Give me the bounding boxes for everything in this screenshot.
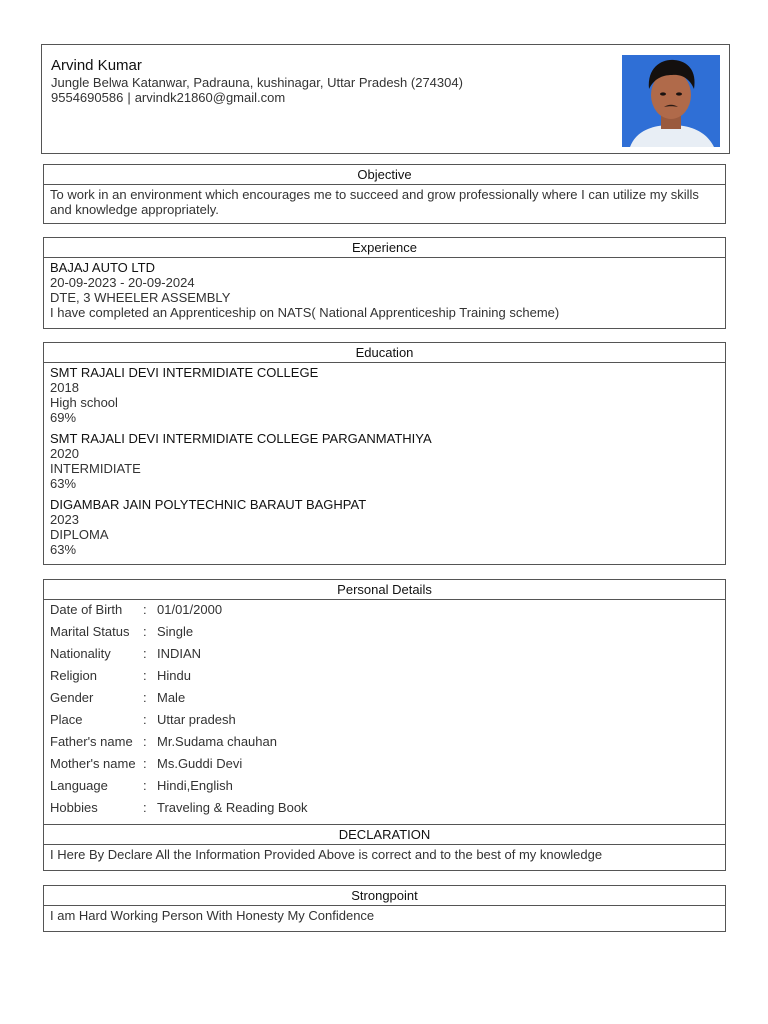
photo-left-eye bbox=[660, 92, 666, 95]
detail-colon: : bbox=[143, 646, 147, 661]
detail-value: 01/01/2000 bbox=[157, 602, 223, 617]
strongpoint-text: I am Hard Working Person With Honesty My Confidence bbox=[50, 908, 375, 923]
personal-details-section bbox=[43, 579, 726, 825]
experience-company: BAJAJ AUTO LTD bbox=[50, 260, 155, 275]
detail-row-hobbies bbox=[50, 800, 719, 822]
detail-label: Hobbies bbox=[50, 800, 98, 815]
detail-row-place bbox=[50, 712, 719, 734]
strongpoint-section bbox=[43, 885, 726, 932]
candidate-address: Jungle Belwa Katanwar, Padrauna, kushinagar, Uttar Pradesh (274304) bbox=[51, 75, 463, 90]
objective-title: Objective bbox=[44, 165, 725, 185]
detail-colon: : bbox=[143, 668, 147, 683]
detail-label: Place bbox=[50, 712, 83, 727]
education-school: SMT RAJALI DEVI INTERMIDIATE COLLEGE bbox=[50, 365, 319, 380]
detail-row-language bbox=[50, 778, 719, 800]
education-item bbox=[50, 431, 719, 491]
candidate-email: arvindk21860@gmail.com bbox=[134, 90, 286, 105]
education-level: INTERMIDIATE bbox=[50, 461, 141, 476]
detail-label: Date of Birth bbox=[50, 602, 123, 617]
education-score: 63% bbox=[50, 476, 77, 491]
detail-value: Mr.Sudama chauhan bbox=[157, 734, 277, 749]
candidate-phone: 9554690586 bbox=[51, 90, 124, 105]
detail-label: Mother's name bbox=[50, 756, 136, 771]
detail-value: Uttar pradesh bbox=[157, 712, 236, 727]
detail-value: Hindi,English bbox=[157, 778, 233, 793]
detail-colon: : bbox=[143, 690, 147, 705]
detail-label: Religion bbox=[50, 668, 97, 683]
detail-row-nationality bbox=[50, 646, 719, 668]
education-item bbox=[50, 497, 719, 557]
detail-colon: : bbox=[143, 602, 147, 617]
detail-label: Gender bbox=[50, 690, 94, 705]
detail-row-gender bbox=[50, 690, 719, 712]
experience-role: DTE, 3 WHEELER ASSEMBLY bbox=[50, 290, 231, 305]
education-level: High school bbox=[50, 395, 118, 410]
personal-details-title: Personal Details bbox=[44, 580, 725, 600]
education-score: 63% bbox=[50, 542, 77, 557]
detail-value: Male bbox=[157, 690, 186, 705]
detail-value: INDIAN bbox=[157, 646, 202, 661]
education-item bbox=[50, 365, 719, 425]
education-year: 2020 bbox=[50, 446, 79, 461]
detail-colon: : bbox=[143, 734, 147, 749]
candidate-contact bbox=[51, 90, 285, 105]
candidate-name: Arvind Kumar bbox=[51, 57, 142, 74]
detail-row-marital-status bbox=[50, 624, 719, 646]
detail-row-mother-name bbox=[50, 756, 719, 778]
experience-description: I have completed an Apprenticeship on NATS( National Apprenticeship Training scheme) bbox=[50, 305, 560, 320]
detail-value: Ms.Guddi Devi bbox=[157, 756, 243, 771]
detail-label: Language bbox=[50, 778, 108, 793]
detail-colon: : bbox=[143, 800, 147, 815]
experience-dates: 20-09-2023 - 20-09-2024 bbox=[50, 275, 195, 290]
detail-value: Single bbox=[157, 624, 194, 639]
detail-row-father-name bbox=[50, 734, 719, 756]
profile-photo-image bbox=[622, 55, 720, 147]
education-body bbox=[44, 363, 725, 557]
declaration-text: I Here By Declare All the Information Provided Above is correct and to the best of my knowledge bbox=[50, 847, 603, 862]
detail-label: Nationality bbox=[50, 646, 111, 661]
experience-section bbox=[43, 237, 726, 329]
detail-colon: : bbox=[143, 712, 147, 727]
detail-row-dob bbox=[50, 602, 719, 624]
profile-photo bbox=[622, 55, 720, 147]
detail-colon: : bbox=[143, 624, 147, 639]
objective-text: To work in an environment which encourages me to succeed and grow professionally where I can utilize my skills and knowledge appropriately. bbox=[50, 187, 699, 217]
experience-body bbox=[44, 258, 725, 320]
education-score: 69% bbox=[50, 410, 77, 425]
strongpoint-title: Strongpoint bbox=[44, 886, 725, 906]
detail-value: Traveling & Reading Book bbox=[157, 800, 308, 815]
experience-title: Experience bbox=[44, 238, 725, 258]
objective-section bbox=[43, 164, 726, 224]
contact-separator: | bbox=[127, 90, 131, 105]
personal-details-table bbox=[44, 600, 725, 822]
education-school: DIGAMBAR JAIN POLYTECHNIC BARAUT BAGHPAT bbox=[50, 497, 367, 512]
declaration-section bbox=[43, 824, 726, 871]
resume-header bbox=[41, 44, 730, 154]
education-level: DIPLOMA bbox=[50, 527, 109, 542]
detail-colon: : bbox=[143, 778, 147, 793]
detail-label: Father's name bbox=[50, 734, 133, 749]
detail-row-religion bbox=[50, 668, 719, 690]
education-year: 2018 bbox=[50, 380, 79, 395]
education-school: SMT RAJALI DEVI INTERMIDIATE COLLEGE PARGANMATHIYA bbox=[50, 431, 432, 446]
detail-label: Marital Status bbox=[50, 624, 130, 639]
detail-colon: : bbox=[143, 756, 147, 771]
detail-value: Hindu bbox=[157, 668, 191, 683]
photo-right-eye bbox=[676, 92, 682, 95]
education-section bbox=[43, 342, 726, 565]
education-title: Education bbox=[44, 343, 725, 363]
education-year: 2023 bbox=[50, 512, 79, 527]
declaration-title: DECLARATION bbox=[44, 825, 725, 845]
